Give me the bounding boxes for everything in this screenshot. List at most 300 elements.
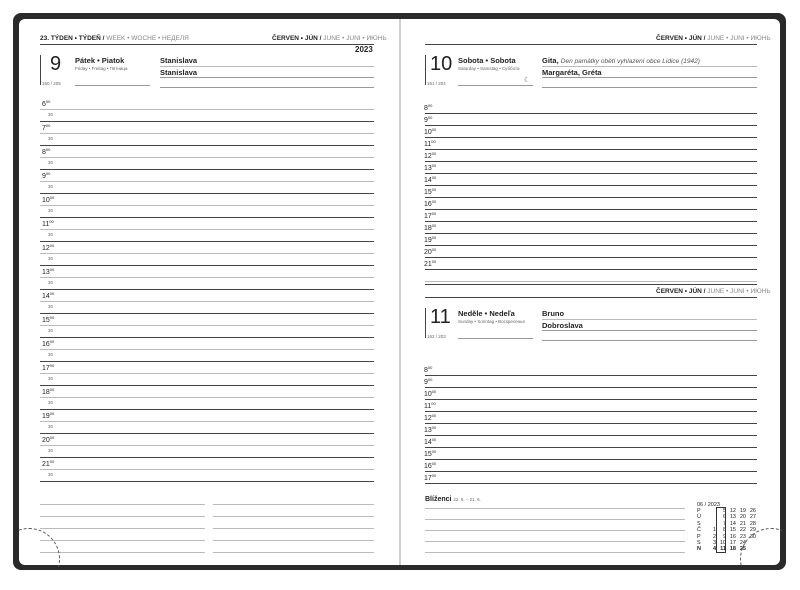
sat-hour-rule-11[interactable] bbox=[425, 149, 757, 150]
half-hour-rule bbox=[40, 469, 374, 470]
nameday-10a-name: Gita, bbox=[542, 56, 559, 65]
note-line-left-b[interactable] bbox=[213, 552, 374, 553]
sat-hour-label-21 bbox=[424, 259, 436, 268]
sun-hour-label-9 bbox=[424, 377, 432, 386]
hour-minutes: 00 bbox=[431, 139, 436, 144]
left-page bbox=[19, 19, 399, 565]
hour-minutes: 00 bbox=[431, 425, 437, 430]
week-label: 23. TÝDEN • TÝDEŇ / bbox=[40, 35, 105, 42]
calendar-date[interactable]: 28 bbox=[749, 520, 756, 527]
calendar-date[interactable]: 20 bbox=[739, 514, 746, 521]
sun-hour-rule-11[interactable] bbox=[425, 411, 757, 412]
sat-hour-label-13 bbox=[424, 163, 436, 172]
hour-number: 11 bbox=[424, 403, 432, 410]
calendar-day-label: Č bbox=[697, 527, 701, 534]
calendar-date[interactable]: 2 bbox=[712, 533, 716, 540]
calendar-date[interactable]: 4 bbox=[712, 546, 716, 553]
hour-minutes: 00 bbox=[49, 411, 55, 416]
sun-hour-label-12 bbox=[424, 413, 436, 422]
nameday-rule-10a bbox=[542, 66, 757, 67]
hour-minutes: 00 bbox=[49, 315, 55, 320]
sun-hour-label-10 bbox=[424, 389, 436, 398]
note-line-left-a[interactable] bbox=[40, 528, 205, 529]
hour-minutes: 00 bbox=[431, 235, 437, 240]
day-rule-10 bbox=[458, 85, 533, 86]
note-line-left-b[interactable] bbox=[213, 540, 374, 541]
half-hour-rule bbox=[40, 301, 374, 302]
calendar-date[interactable]: 23 bbox=[739, 533, 746, 540]
day-bar-sun bbox=[425, 308, 426, 338]
hour-minutes: 00 bbox=[431, 199, 437, 204]
half-hour-label: 30 bbox=[48, 280, 54, 285]
day-sub-10: Saturday • Samstag • Суббота bbox=[458, 66, 520, 71]
hour-number: 15 bbox=[42, 317, 50, 324]
sat-hour-rule-21[interactable] bbox=[425, 269, 757, 270]
sun-hour-rule-13[interactable] bbox=[425, 435, 757, 436]
half-hour-rule bbox=[40, 133, 374, 134]
day-count-11: 162 / 203 bbox=[427, 334, 446, 339]
month-label-right: ČERVEN • JÚN / bbox=[656, 35, 706, 42]
hour-minutes: 00 bbox=[431, 461, 437, 466]
hour-number: 13 bbox=[424, 165, 432, 172]
sun-hour-rule-15[interactable] bbox=[425, 459, 757, 460]
sun-hour-label-11 bbox=[424, 401, 436, 410]
hour-minutes: 00 bbox=[45, 171, 51, 176]
hour-minutes: 00 bbox=[49, 195, 55, 200]
hour-rule-20[interactable] bbox=[40, 457, 374, 458]
half-hour-label: 30 bbox=[48, 112, 54, 117]
hour-minutes: 00 bbox=[427, 365, 433, 370]
half-hour-rule bbox=[40, 373, 374, 374]
hour-label-6 bbox=[42, 99, 50, 108]
hour-number: 7 bbox=[42, 125, 46, 132]
sat-hour-label-16 bbox=[424, 199, 436, 208]
moon-phase-icon: ☾ bbox=[524, 77, 531, 84]
hour-minutes: 00 bbox=[49, 267, 55, 272]
hour-rule-17[interactable] bbox=[40, 385, 374, 386]
year-label: 2023 bbox=[355, 45, 373, 54]
sat-hour-label-12 bbox=[424, 151, 436, 160]
zodiac-dates: 22. 5. – 21. 6. bbox=[453, 497, 481, 502]
hour-minutes: 00 bbox=[431, 259, 437, 264]
month-header-right bbox=[656, 35, 771, 42]
calendar-date[interactable]: 15 bbox=[729, 527, 736, 534]
note-line-right[interactable] bbox=[425, 541, 685, 542]
sat-hour-label-9 bbox=[424, 115, 432, 124]
hour-label-7 bbox=[42, 123, 50, 132]
sat-hour-rule-13[interactable] bbox=[425, 173, 757, 174]
half-hour-label: 30 bbox=[48, 232, 54, 237]
nameday-rule-10c bbox=[542, 87, 757, 88]
half-hour-label: 30 bbox=[48, 160, 54, 165]
sat-hour-label-10 bbox=[424, 127, 436, 136]
day-sub-9: Friday • Freitag • Пятница bbox=[75, 66, 128, 71]
hour-minutes: 00 bbox=[431, 401, 436, 406]
hour-number: 10 bbox=[42, 197, 50, 204]
calendar-date[interactable]: 30 bbox=[749, 533, 756, 540]
hour-number: 17 bbox=[42, 365, 50, 372]
hour-rule-7[interactable] bbox=[40, 145, 374, 146]
header-rule-left bbox=[40, 44, 374, 45]
half-hour-label: 30 bbox=[48, 424, 54, 429]
sat-hour-rule-20[interactable] bbox=[425, 257, 757, 258]
calendar-day-label: S bbox=[697, 520, 701, 527]
sat-hour-rule-17[interactable] bbox=[425, 221, 757, 222]
hour-minutes: 00 bbox=[431, 187, 437, 192]
calendar-date[interactable]: 21 bbox=[739, 520, 746, 527]
hour-minutes: 00 bbox=[431, 437, 437, 442]
day-rule-11 bbox=[458, 338, 533, 339]
calendar-date[interactable]: 6 bbox=[722, 514, 726, 521]
hour-label-14 bbox=[42, 291, 54, 300]
half-hour-label: 30 bbox=[48, 400, 54, 405]
hour-rule-16[interactable] bbox=[40, 361, 374, 362]
zodiac-name: Blíženci bbox=[425, 496, 452, 503]
hour-label-15 bbox=[42, 315, 54, 324]
hour-number: 12 bbox=[424, 415, 432, 422]
calendar-date[interactable]: 18 bbox=[729, 546, 736, 553]
hour-minutes: 00 bbox=[45, 147, 51, 152]
hour-label-21 bbox=[42, 459, 54, 468]
calendar-date[interactable]: 29 bbox=[749, 527, 756, 534]
hour-minutes: 00 bbox=[431, 163, 437, 168]
month-label-left: ČERVEN • JÚN / bbox=[272, 35, 322, 42]
page-corner-left bbox=[0, 528, 60, 590]
hour-number: 14 bbox=[424, 177, 432, 184]
sun-hour-label-15 bbox=[424, 449, 436, 458]
calendar-day-label: S bbox=[697, 540, 701, 546]
hour-label-13 bbox=[42, 267, 54, 276]
nameday-rule-11c bbox=[542, 340, 757, 341]
sat-hour-rule-18[interactable] bbox=[425, 233, 757, 234]
nameday-rule-10b bbox=[542, 77, 757, 78]
hour-minutes: 00 bbox=[431, 389, 437, 394]
month-header-left bbox=[272, 35, 387, 42]
hour-number: 20 bbox=[42, 437, 50, 444]
week-header bbox=[40, 35, 189, 42]
sat-hour-rule-15[interactable] bbox=[425, 197, 757, 198]
sat-hour-rule-8[interactable] bbox=[425, 113, 757, 114]
page-corner-right bbox=[740, 528, 800, 590]
nameday-rule-9c bbox=[160, 87, 374, 88]
hour-label-16 bbox=[42, 339, 54, 348]
calendar-date[interactable]: 24 bbox=[739, 540, 746, 546]
sat-hour-label-8 bbox=[424, 103, 432, 112]
calendar-day-label: N bbox=[697, 546, 701, 553]
sun-header-rule bbox=[425, 297, 757, 298]
half-hour-rule bbox=[40, 445, 374, 446]
half-hour-label: 30 bbox=[48, 256, 54, 261]
hour-minutes: 00 bbox=[427, 377, 433, 382]
sat-hour-rule-12[interactable] bbox=[425, 161, 757, 162]
nameday-9a: Stanislava bbox=[160, 56, 198, 65]
hour-label-12 bbox=[42, 243, 54, 252]
calendar-date[interactable]: 19 bbox=[739, 508, 746, 514]
sun-top-rule bbox=[425, 284, 757, 285]
hour-number: 12 bbox=[42, 245, 50, 252]
hour-number: 10 bbox=[424, 391, 432, 398]
sun-hour-rule-16[interactable] bbox=[425, 471, 757, 472]
day-bar-sat bbox=[425, 55, 426, 85]
hour-number: 14 bbox=[42, 293, 50, 300]
day-name-10: Sobota • Sobota bbox=[458, 56, 516, 65]
header-rule-right bbox=[425, 44, 757, 45]
mini-calendar-month: 06 / 2023 bbox=[697, 502, 720, 508]
calendar-day-label: Ú bbox=[697, 514, 701, 521]
hour-minutes: 00 bbox=[49, 339, 55, 344]
nameday-10a-note: Den památky obětí vyhlazení obce Lidice (1942) bbox=[560, 58, 700, 65]
half-hour-rule bbox=[40, 325, 374, 326]
half-hour-rule bbox=[40, 109, 374, 110]
hour-label-18 bbox=[42, 387, 54, 396]
calendar-date[interactable]: 1 bbox=[712, 527, 716, 534]
calendar-date[interactable]: 26 bbox=[749, 508, 756, 514]
sat-hour-label-20 bbox=[424, 247, 436, 256]
nameday-rule-9b bbox=[160, 77, 374, 78]
hour-number: 20 bbox=[424, 249, 432, 256]
half-hour-label: 30 bbox=[48, 208, 54, 213]
hour-number: 14 bbox=[424, 439, 432, 446]
half-hour-rule bbox=[40, 421, 374, 422]
sat-hour-label-11 bbox=[424, 139, 436, 148]
half-hour-label: 30 bbox=[48, 328, 54, 333]
half-hour-rule bbox=[40, 349, 374, 350]
day-count-10: 161 / 204 bbox=[427, 81, 446, 86]
calendar-date[interactable]: 8 bbox=[722, 527, 726, 534]
month-header-sun bbox=[656, 288, 771, 295]
half-hour-rule bbox=[40, 181, 374, 182]
day-number-11: 11 bbox=[430, 306, 451, 328]
hour-number: 21 bbox=[424, 261, 432, 268]
sun-hour-label-8 bbox=[424, 365, 432, 374]
hour-minutes: 00 bbox=[49, 291, 55, 296]
note-line-right[interactable] bbox=[425, 530, 685, 531]
note-line-left-b[interactable] bbox=[213, 528, 374, 529]
calendar-date[interactable]: 27 bbox=[749, 514, 756, 521]
note-line-left-a[interactable] bbox=[40, 540, 205, 541]
calendar-date[interactable]: 17 bbox=[729, 540, 736, 546]
sun-hour-rule-10[interactable] bbox=[425, 399, 757, 400]
hour-rule-6[interactable] bbox=[40, 121, 374, 122]
note-line-left-a[interactable] bbox=[40, 504, 205, 505]
half-hour-label: 30 bbox=[48, 352, 54, 357]
sun-hour-rule-8[interactable] bbox=[425, 375, 757, 376]
hour-minutes: 00 bbox=[45, 99, 51, 104]
half-hour-rule bbox=[40, 229, 374, 230]
day-number-10: 10 bbox=[430, 53, 453, 75]
sat-hour-label-17 bbox=[424, 211, 436, 220]
month-translations-right: JUNE • JUNI • ИЮНЬ bbox=[707, 35, 771, 42]
hour-number: 12 bbox=[424, 153, 432, 160]
hour-number: 19 bbox=[42, 413, 50, 420]
hour-label-20 bbox=[42, 435, 54, 444]
hour-number: 18 bbox=[424, 225, 432, 232]
sun-hour-label-16 bbox=[424, 461, 436, 470]
hour-number: 8 bbox=[424, 105, 428, 112]
half-hour-rule bbox=[40, 157, 374, 158]
sat-hour-rule-16[interactable] bbox=[425, 209, 757, 210]
hour-number: 9 bbox=[424, 117, 428, 124]
hour-rule-10[interactable] bbox=[40, 217, 374, 218]
week-translations: WEEK • WOCHE • НЕДЕЛЯ bbox=[106, 35, 189, 42]
half-hour-label: 30 bbox=[48, 376, 54, 381]
day-name-9: Pátek • Piatok bbox=[75, 56, 125, 65]
nameday-rule-11a bbox=[542, 319, 757, 320]
sat-hour-rule-9[interactable] bbox=[425, 125, 757, 126]
half-hour-rule bbox=[40, 253, 374, 254]
hour-number: 16 bbox=[424, 201, 432, 208]
hour-label-17 bbox=[42, 363, 54, 372]
hour-minutes: 00 bbox=[49, 387, 55, 392]
hour-number: 10 bbox=[424, 129, 432, 136]
hour-minutes: 00 bbox=[431, 127, 437, 132]
hour-minutes: 00 bbox=[431, 151, 437, 156]
hour-minutes: 00 bbox=[431, 247, 437, 252]
hour-minutes: 00 bbox=[49, 243, 55, 248]
hour-rule-15[interactable] bbox=[40, 337, 374, 338]
hour-number: 11 bbox=[424, 141, 432, 148]
sat-hour-label-18 bbox=[424, 223, 436, 232]
hour-rule-13[interactable] bbox=[40, 289, 374, 290]
half-hour-rule bbox=[40, 397, 374, 398]
note-line-left-b[interactable] bbox=[213, 516, 374, 517]
sun-hour-label-17 bbox=[424, 473, 436, 482]
calendar-day-label: P bbox=[697, 508, 701, 514]
nameday-11a: Bruno bbox=[542, 309, 565, 318]
hour-rule-21[interactable] bbox=[40, 481, 374, 482]
hour-number: 8 bbox=[424, 367, 428, 374]
hour-rule-18[interactable] bbox=[40, 409, 374, 410]
current-week-highlight bbox=[716, 507, 726, 553]
hour-minutes: 00 bbox=[427, 103, 433, 108]
day-rule-9 bbox=[75, 85, 150, 86]
hour-number: 15 bbox=[424, 189, 432, 196]
hour-rule-8[interactable] bbox=[40, 169, 374, 170]
nameday-9b: Stanislava bbox=[160, 68, 198, 77]
month-label-sun: ČERVEN • JÚN / bbox=[656, 288, 706, 295]
hour-minutes: 00 bbox=[431, 473, 437, 478]
hour-minutes: 00 bbox=[49, 459, 55, 464]
half-hour-label: 30 bbox=[48, 136, 54, 141]
month-translations-sun: JUNE • JUNI • ИЮНЬ bbox=[707, 288, 771, 295]
nameday-rule-11b bbox=[542, 330, 757, 331]
hour-minutes: 00 bbox=[431, 449, 437, 454]
hour-minutes: 00 bbox=[431, 211, 437, 216]
hour-number: 21 bbox=[42, 461, 50, 468]
sun-hour-rule-9[interactable] bbox=[425, 387, 757, 388]
half-hour-rule bbox=[40, 277, 374, 278]
hour-number: 11 bbox=[42, 221, 50, 228]
day-number-9: 9 bbox=[50, 53, 62, 75]
calendar-date[interactable]: 11 bbox=[720, 546, 726, 553]
hour-number: 17 bbox=[424, 213, 432, 220]
hour-minutes: 00 bbox=[427, 115, 433, 120]
hour-rule-11[interactable] bbox=[40, 241, 374, 242]
day-bar-left bbox=[40, 55, 41, 85]
sat-hour-label-14 bbox=[424, 175, 436, 184]
hour-rule-9[interactable] bbox=[40, 193, 374, 194]
note-line-left-a[interactable] bbox=[40, 552, 205, 553]
calendar-date[interactable]: 13 bbox=[729, 514, 736, 521]
half-hour-label: 30 bbox=[48, 304, 54, 309]
day-sub-11: Sunday • Sonntag • Воскресенье bbox=[458, 319, 525, 324]
hour-number: 18 bbox=[42, 389, 50, 396]
calendar-date[interactable]: 7 bbox=[722, 520, 726, 527]
calendar-date[interactable]: 14 bbox=[729, 520, 736, 527]
hour-number: 6 bbox=[42, 101, 46, 108]
sat-extra-rule[interactable] bbox=[425, 281, 757, 282]
hour-label-9 bbox=[42, 171, 50, 180]
hour-minutes: 00 bbox=[49, 363, 55, 368]
sun-hour-rule-17[interactable] bbox=[425, 483, 757, 484]
spine bbox=[399, 19, 401, 565]
calendar-date[interactable]: 12 bbox=[729, 508, 736, 514]
hour-minutes: 00 bbox=[49, 219, 54, 224]
calendar-day-label: P bbox=[697, 533, 701, 540]
hour-rule-19[interactable] bbox=[40, 433, 374, 434]
sat-hour-rule-10[interactable] bbox=[425, 137, 757, 138]
sun-hour-label-14 bbox=[424, 437, 436, 446]
nameday-rule-9a bbox=[160, 66, 374, 67]
calendar-date[interactable]: 5 bbox=[722, 508, 726, 514]
hour-number: 19 bbox=[424, 237, 432, 244]
hour-minutes: 00 bbox=[431, 175, 437, 180]
nameday-10a bbox=[542, 56, 700, 65]
note-line-left-b[interactable] bbox=[213, 504, 374, 505]
hour-label-19 bbox=[42, 411, 54, 420]
calendar-date[interactable]: 9 bbox=[722, 533, 726, 540]
sun-hour-rule-12[interactable] bbox=[425, 423, 757, 424]
day-count-9: 160 / 205 bbox=[42, 81, 61, 86]
calendar-date[interactable]: 3 bbox=[712, 540, 716, 546]
sun-hour-rule-14[interactable] bbox=[425, 447, 757, 448]
hour-rule-12[interactable] bbox=[40, 265, 374, 266]
note-line-left-a[interactable] bbox=[40, 516, 205, 517]
hour-number: 16 bbox=[424, 463, 432, 470]
hour-number: 9 bbox=[424, 379, 428, 386]
note-line-right[interactable] bbox=[425, 508, 685, 509]
hour-minutes: 00 bbox=[431, 413, 437, 418]
hour-number: 17 bbox=[424, 475, 432, 482]
half-hour-label: 30 bbox=[48, 184, 54, 189]
calendar-date[interactable]: 16 bbox=[729, 533, 736, 540]
nameday-11b: Dobroslava bbox=[542, 321, 583, 330]
hour-number: 8 bbox=[42, 149, 46, 156]
calendar-date[interactable]: 22 bbox=[739, 527, 746, 534]
hour-number: 13 bbox=[42, 269, 50, 276]
hour-number: 16 bbox=[42, 341, 50, 348]
calendar-date[interactable]: 10 bbox=[719, 540, 726, 546]
sat-hour-label-15 bbox=[424, 187, 436, 196]
half-hour-label: 30 bbox=[48, 448, 54, 453]
day-name-11: Neděle • Nedeľa bbox=[458, 309, 515, 318]
note-line-right[interactable] bbox=[425, 552, 685, 553]
hour-minutes: 00 bbox=[49, 435, 55, 440]
zodiac-label bbox=[425, 496, 481, 503]
sat-hour-rule-14[interactable] bbox=[425, 185, 757, 186]
hour-label-11 bbox=[42, 219, 54, 228]
nameday-10b: Margaréta, Gréta bbox=[542, 68, 602, 77]
hour-number: 15 bbox=[424, 451, 432, 458]
sat-hour-rule-19[interactable] bbox=[425, 245, 757, 246]
hour-rule-14[interactable] bbox=[40, 313, 374, 314]
hour-label-8 bbox=[42, 147, 50, 156]
note-line-right[interactable] bbox=[425, 519, 685, 520]
calendar-date[interactable]: 25 bbox=[739, 546, 746, 553]
hour-minutes: 00 bbox=[45, 123, 51, 128]
month-translations-left: JUNE • JUNI • ИЮНЬ bbox=[323, 35, 387, 42]
sat-hour-label-19 bbox=[424, 235, 436, 244]
